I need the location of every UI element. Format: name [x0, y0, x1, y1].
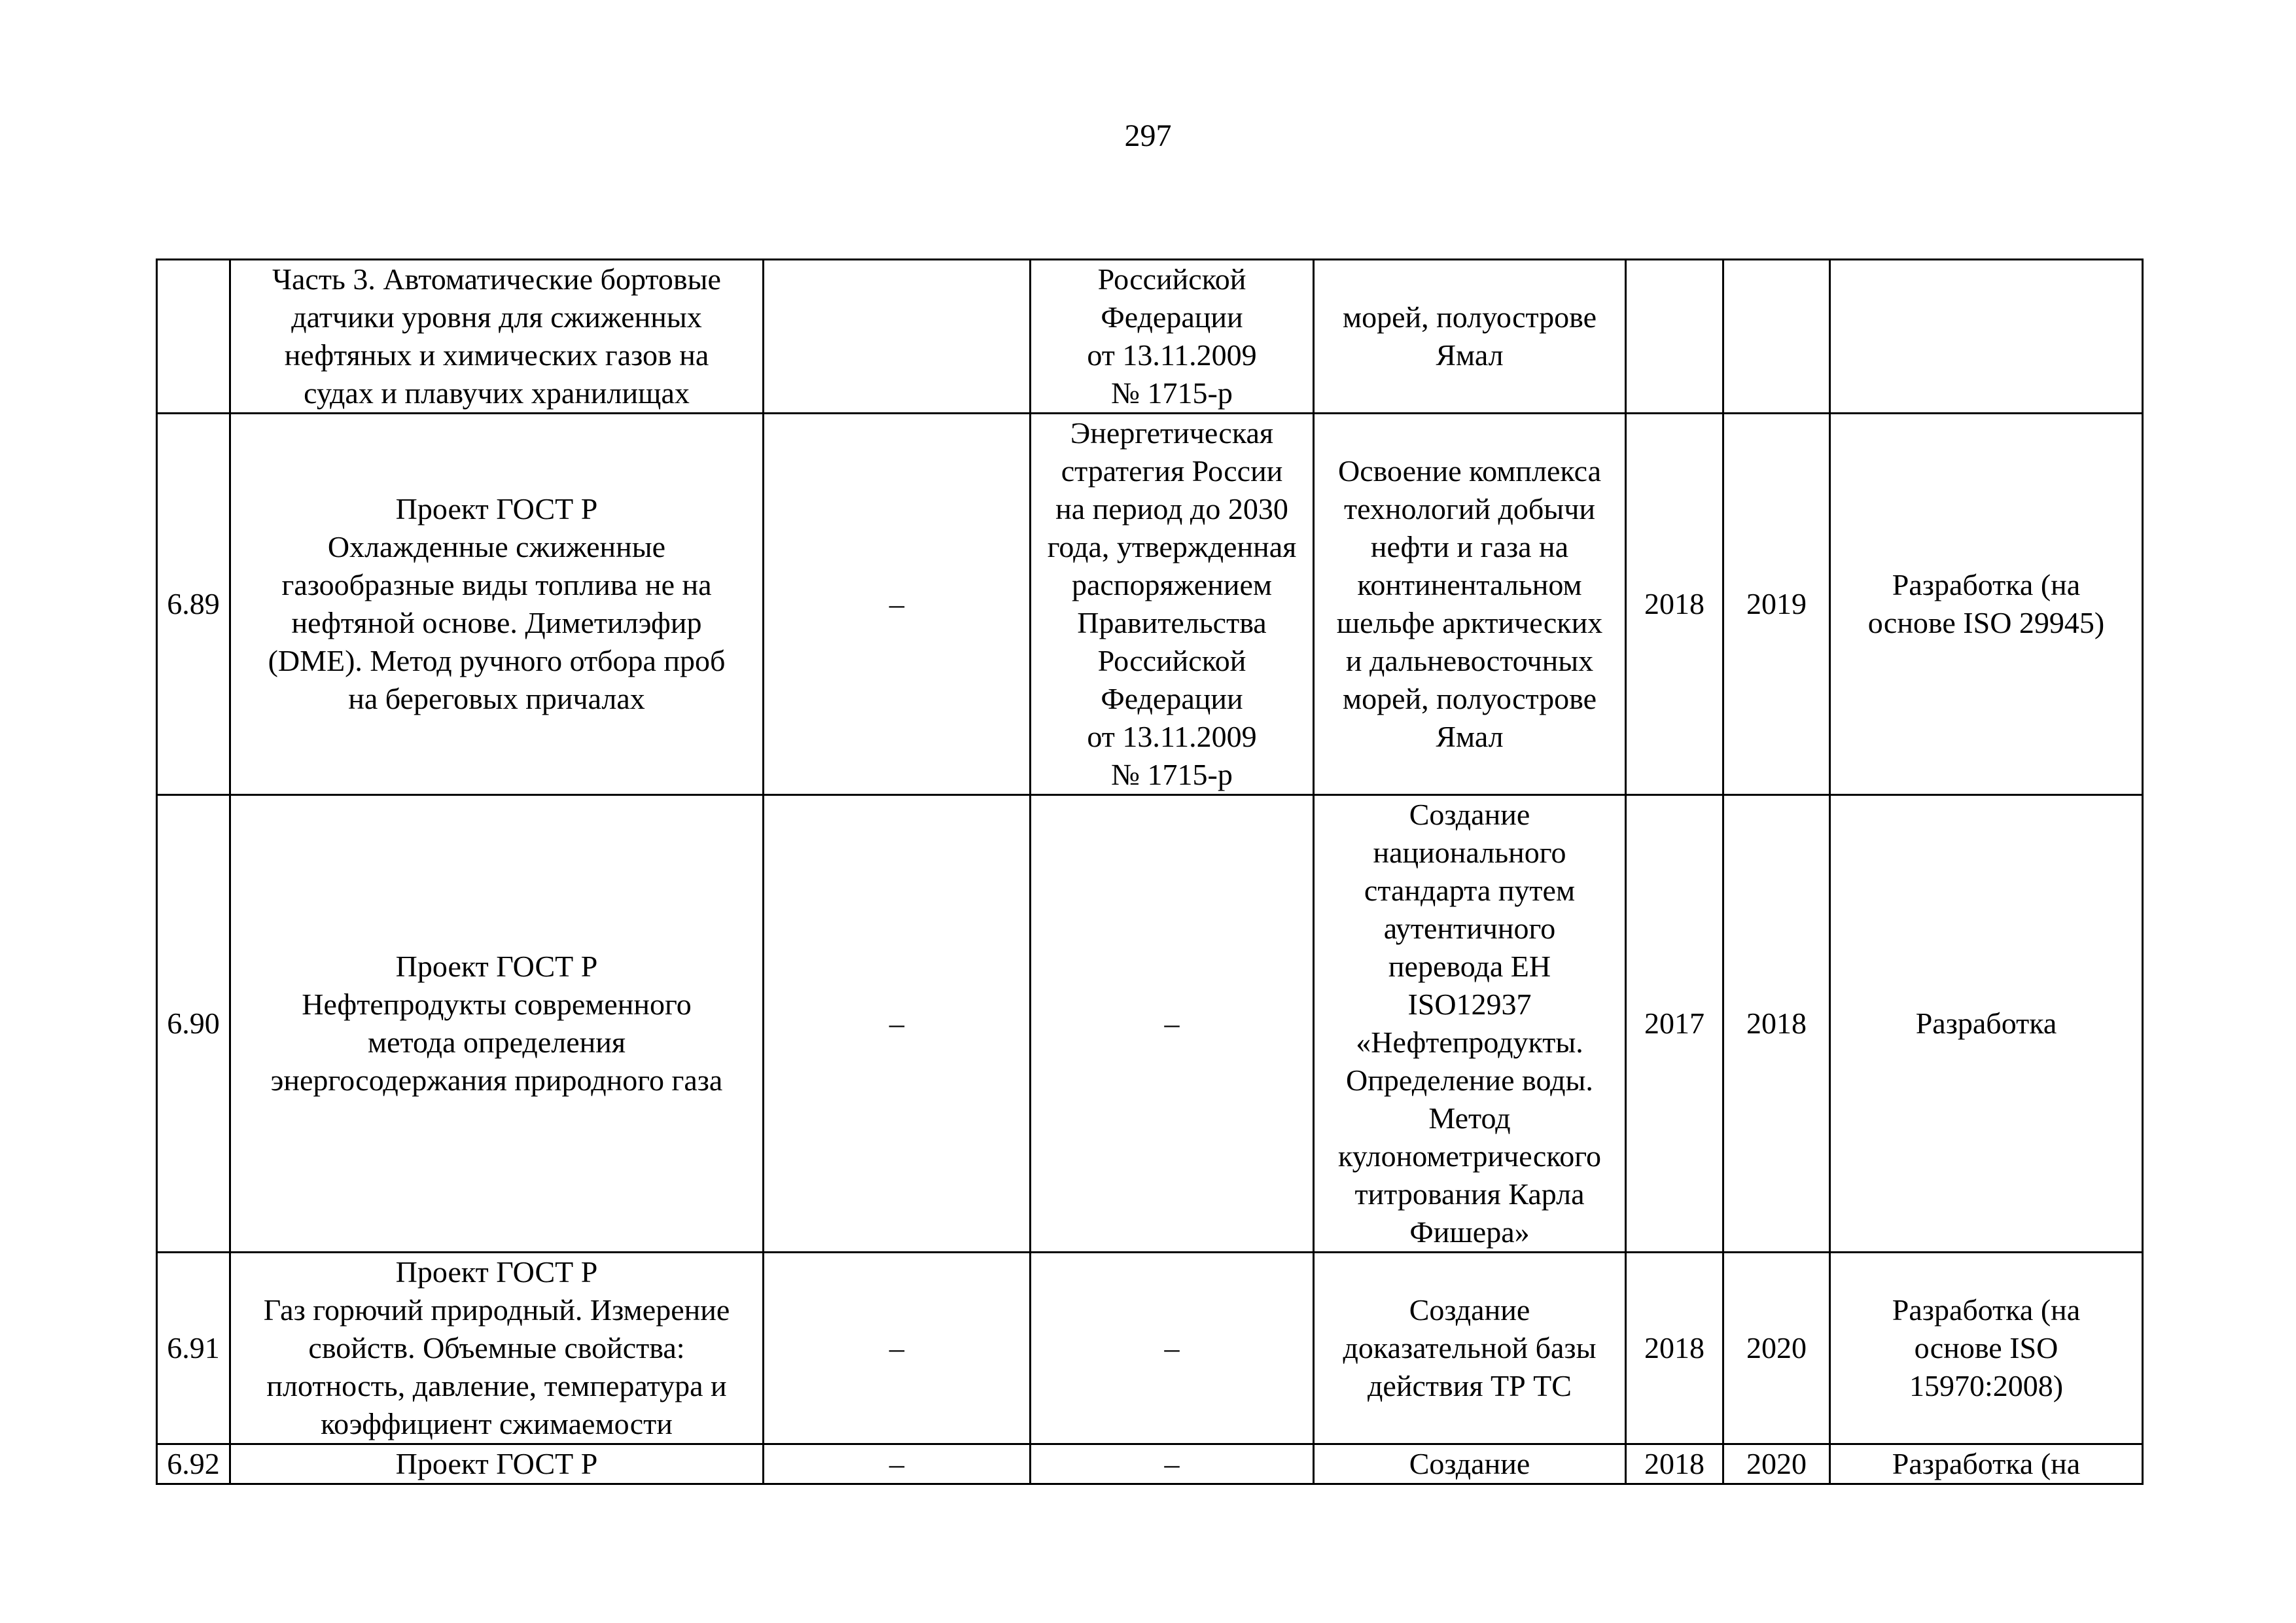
- goal-text: Создание национального стандарта путем аутентичного перевода ЕН ISO12937 «Нефтепродукты. Определение воды. Метод кулонометрического титрования Карла Фишера»: [1314, 795, 1626, 1253]
- basis-document: –: [1031, 1444, 1314, 1484]
- row-number: 6.91: [157, 1253, 230, 1444]
- end-year: [1723, 260, 1830, 414]
- work-type-note: Разработка (на основе ISO 29945): [1830, 414, 2143, 795]
- column-3-value: –: [764, 1444, 1031, 1484]
- column-3-value: –: [764, 414, 1031, 795]
- end-year: 2018: [1723, 795, 1830, 1253]
- end-year: 2020: [1723, 1444, 1830, 1484]
- work-type-note: [1830, 260, 2143, 414]
- goal-text: Создание: [1314, 1444, 1626, 1484]
- basis-document: –: [1031, 1253, 1314, 1444]
- column-3-value: [764, 260, 1031, 414]
- standard-title: Проект ГОСТ Р Нефтепродукты современного метода определения энергосодержания природного газа: [230, 795, 764, 1253]
- work-type-note: Разработка (на: [1830, 1444, 2143, 1484]
- standard-title: Проект ГОСТ Р: [230, 1444, 764, 1484]
- column-3-value: –: [764, 1253, 1031, 1444]
- row-number: 6.89: [157, 414, 230, 795]
- start-year: 2017: [1626, 795, 1723, 1253]
- basis-document: Российской Федерации от 13.11.2009 № 1715-р: [1031, 260, 1314, 414]
- end-year: 2020: [1723, 1253, 1830, 1444]
- column-3-value: –: [764, 795, 1031, 1253]
- standard-title: Проект ГОСТ Р Охлажденные сжиженные газообразные виды топлива не на нефтяной основе. Диметилэфир (DME). Метод ручного отбора проб на береговых причалах: [230, 414, 764, 795]
- start-year: 2018: [1626, 1253, 1723, 1444]
- standard-title: Часть 3. Автоматические бортовые датчики уровня для сжиженных нефтяных и химических газов на судах и плавучих хранилищах: [230, 260, 764, 414]
- start-year: 2018: [1626, 414, 1723, 795]
- standards-table: [156, 259, 2144, 1485]
- page-number: 297: [1124, 118, 1172, 153]
- work-type-note: Разработка: [1830, 795, 2143, 1253]
- basis-document: –: [1031, 795, 1314, 1253]
- start-year: [1626, 260, 1723, 414]
- work-type-note: Разработка (на основе ISO 15970:2008): [1830, 1253, 2143, 1444]
- row-number: 6.92: [157, 1444, 230, 1484]
- goal-text: Освоение комплекса технологий добычи нефти и газа на континентальном шельфе арктических и дальневосточных морей, полуострове Ямал: [1314, 414, 1626, 795]
- row-number: [157, 260, 230, 414]
- table-row: [157, 795, 2143, 1253]
- table-row: [157, 414, 2143, 795]
- start-year: 2018: [1626, 1444, 1723, 1484]
- goal-text: Создание доказательной базы действия ТР ТС: [1314, 1253, 1626, 1444]
- end-year: 2019: [1723, 414, 1830, 795]
- table-row: [157, 1253, 2143, 1444]
- table-row: [157, 260, 2143, 414]
- table-row: [157, 1444, 2143, 1484]
- goal-text: морей, полуострове Ямал: [1314, 260, 1626, 414]
- standard-title: Проект ГОСТ Р Газ горючий природный. Измерение свойств. Объемные свойства: плотность, давление, температура и коэффициент сжимаемости: [230, 1253, 764, 1444]
- row-number: 6.90: [157, 795, 230, 1253]
- basis-document: Энергетическая стратегия России на период до 2030 года, утвержденная распоряжением Правительства Российской Федерации от 13.11.2009 № 1715-р: [1031, 414, 1314, 795]
